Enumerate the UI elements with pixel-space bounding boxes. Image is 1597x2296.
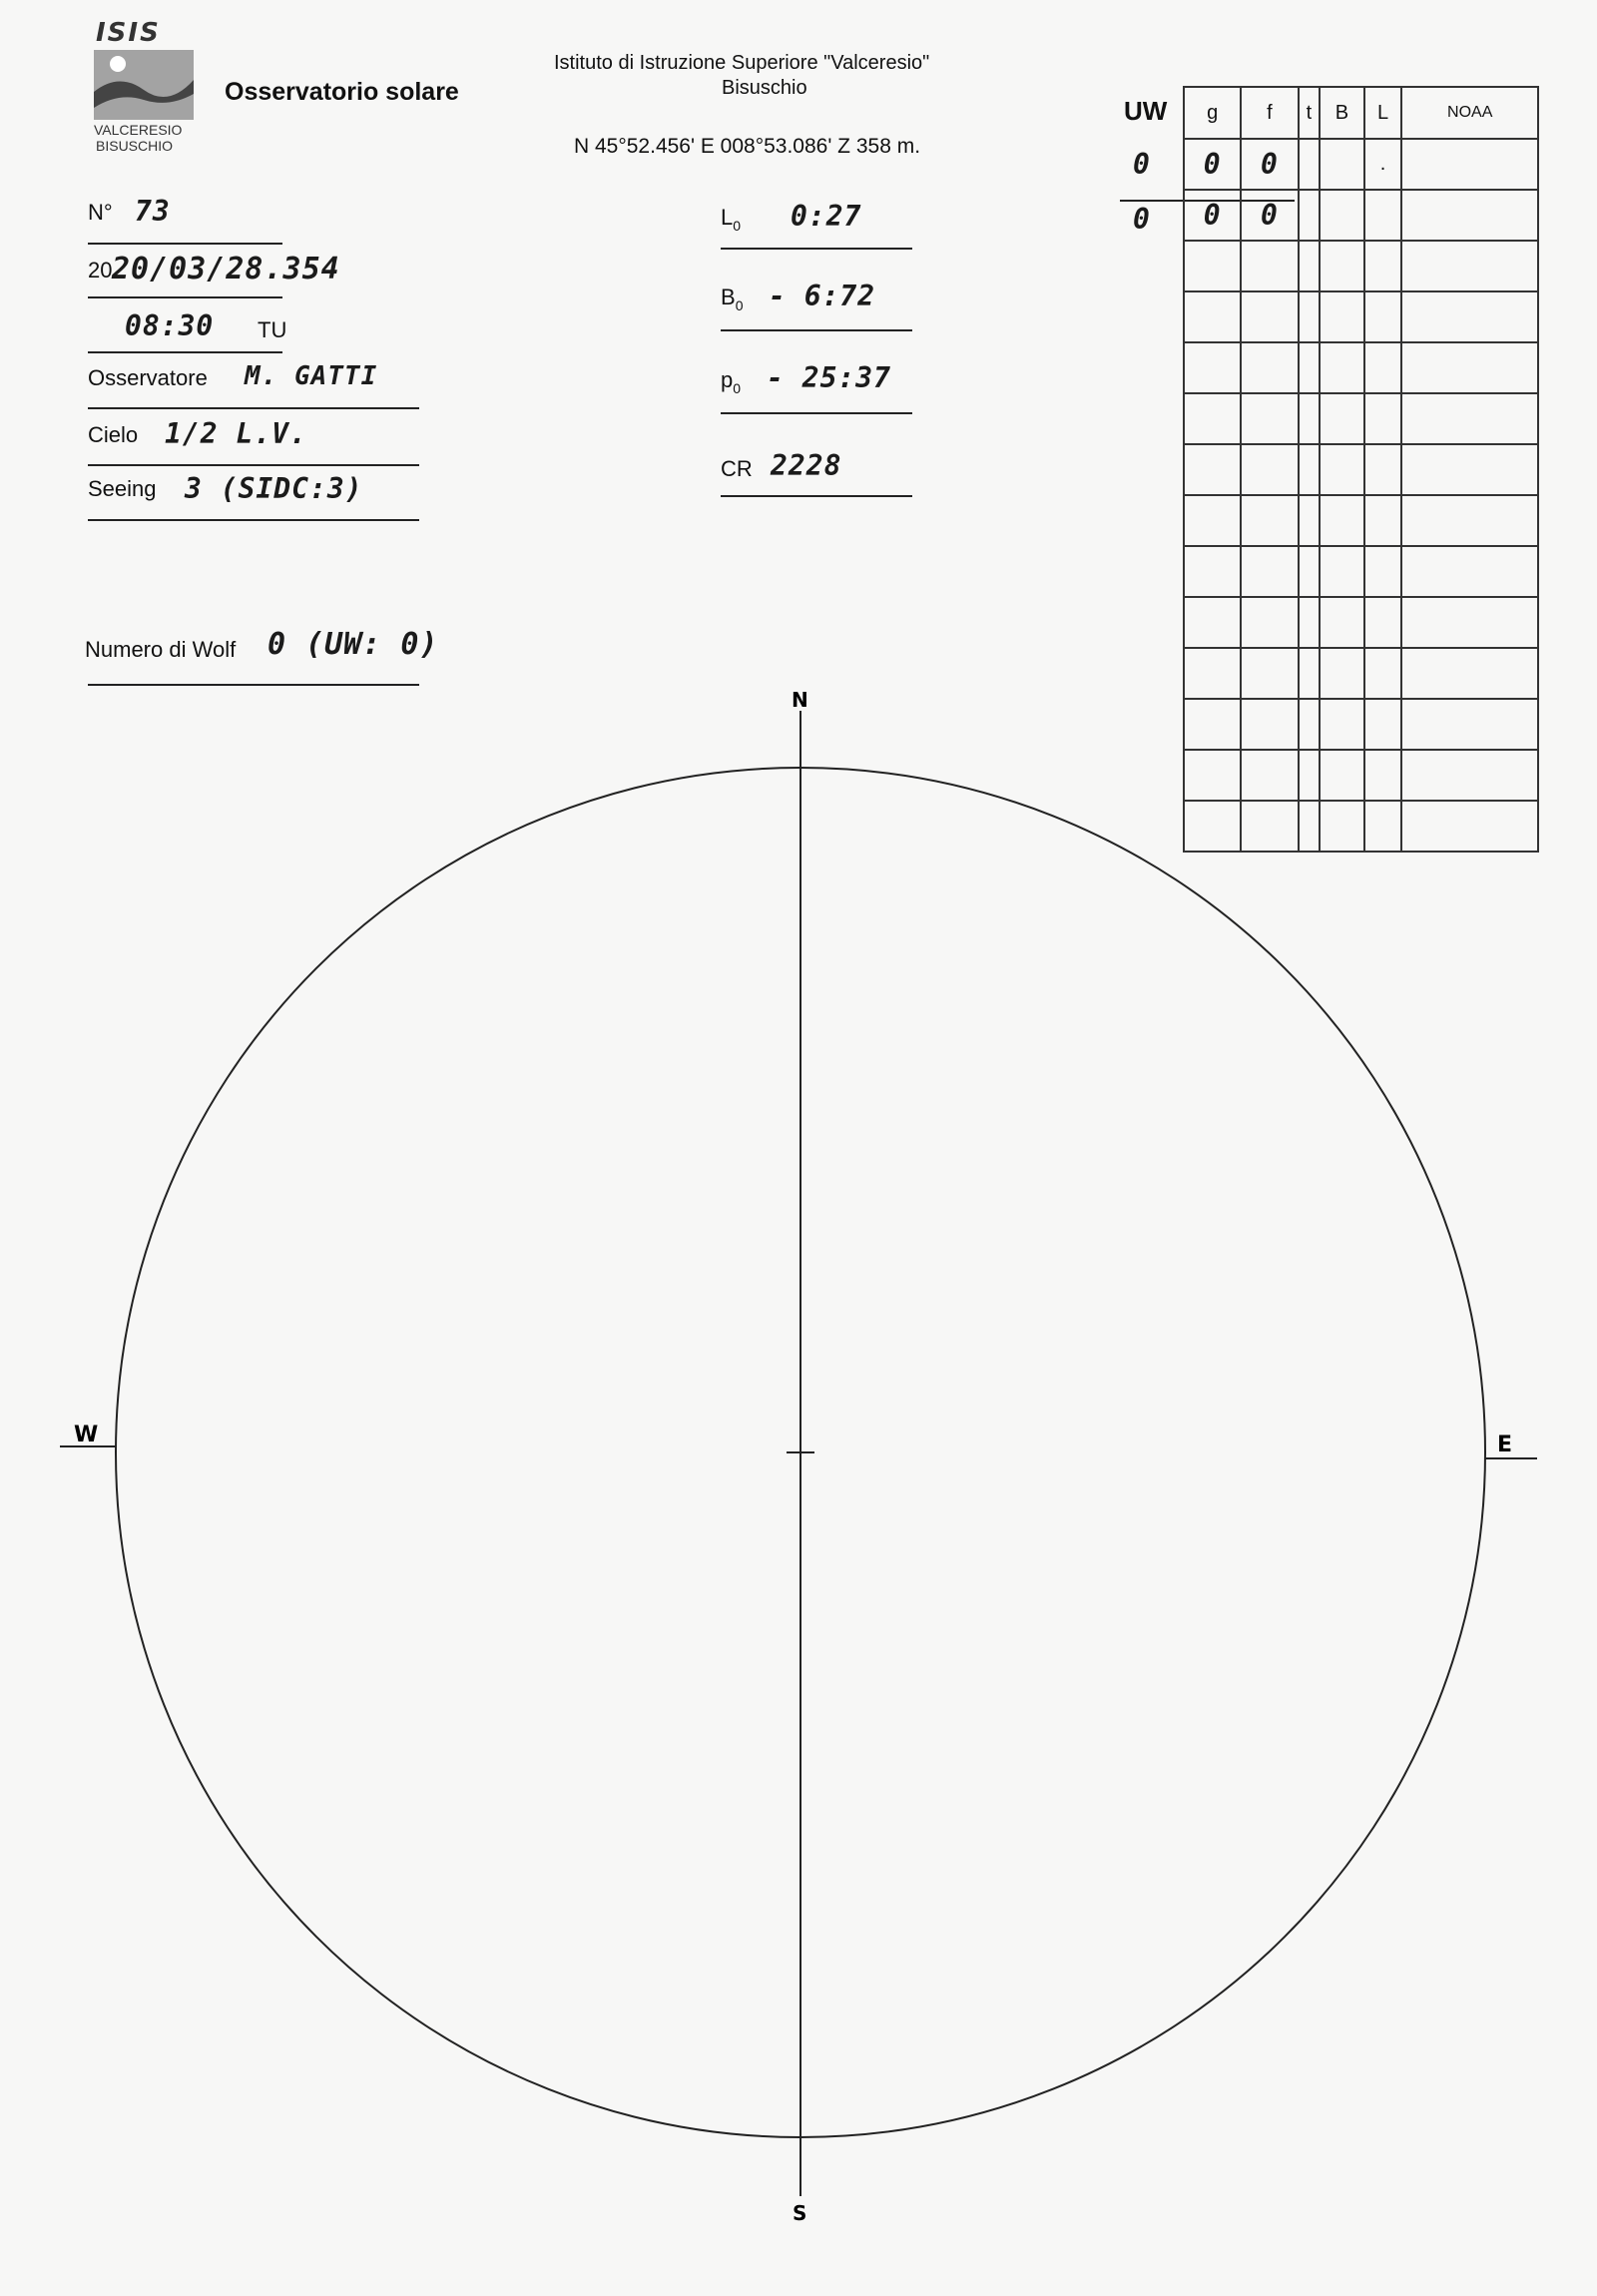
seeing-label: Seeing — [88, 476, 157, 501]
school-town: Bisuschio — [722, 77, 807, 99]
col-header-l: L — [1364, 87, 1402, 139]
logo-caption-1: VALCERESIO — [94, 122, 183, 138]
col-header-noaa: NOAA — [1401, 87, 1538, 139]
west-label: W — [74, 1423, 99, 1447]
l0-label: $L_0$ — [721, 205, 742, 234]
wolf-value: 0 (UW: 0) — [267, 627, 439, 662]
uw-value-row2: 0 — [1133, 203, 1151, 236]
p0-value: - 25:37 — [767, 361, 892, 394]
north-label: N — [792, 688, 808, 712]
col-header-g: g — [1184, 87, 1241, 139]
logo-caption-2: BISUSCHIO — [96, 138, 174, 154]
number-label: N° — [88, 200, 113, 225]
uw-value-row1: 0 — [1133, 148, 1151, 181]
p0-label: $p_0$ — [721, 367, 742, 396]
logo-wordmark: ISIS — [96, 18, 161, 48]
date-value: 20/03/28.354 — [112, 252, 340, 287]
cell-f: 0 — [1241, 139, 1298, 190]
observer-label: Osservatore — [88, 365, 208, 390]
col-header-f: f — [1241, 87, 1298, 139]
cell-g: 0 — [1184, 190, 1241, 241]
time-unit: TU — [258, 317, 287, 342]
cell-f: 0 — [1241, 190, 1298, 241]
school-name: Istituto di Istruzione Superiore "Valceresio" — [554, 52, 930, 74]
sky-value: 1/2 L.V. — [165, 417, 307, 450]
time-value: 08:30 — [125, 309, 215, 342]
col-header-t: t — [1299, 87, 1321, 139]
b0-label: $B_0$ — [721, 285, 744, 313]
b0-value: - 6:72 — [769, 280, 876, 312]
l0-value: 0:27 — [791, 200, 862, 233]
observatory-title: Osservatorio solare — [225, 78, 459, 106]
east-label: E — [1497, 1433, 1513, 1457]
uw-header: UW — [1124, 96, 1168, 126]
observer-value: M. GATTI — [245, 361, 378, 391]
south-label: S — [793, 2201, 807, 2225]
site-coordinates: N 45°52.456' E 008°53.086' Z 358 m. — [574, 135, 921, 158]
sky-label: Cielo — [88, 422, 139, 447]
seeing-value: 3 (SIDC:3) — [185, 472, 363, 505]
cell-g: 0 — [1184, 139, 1241, 190]
cell-l: . — [1364, 139, 1402, 190]
date-prefix: 20 — [88, 258, 113, 283]
cr-label: CR — [721, 456, 753, 481]
number-value: 73 — [135, 195, 171, 228]
cr-value: 2228 — [771, 449, 842, 482]
wolf-label: Numero di Wolf — [85, 637, 237, 662]
col-header-b: B — [1320, 87, 1363, 139]
